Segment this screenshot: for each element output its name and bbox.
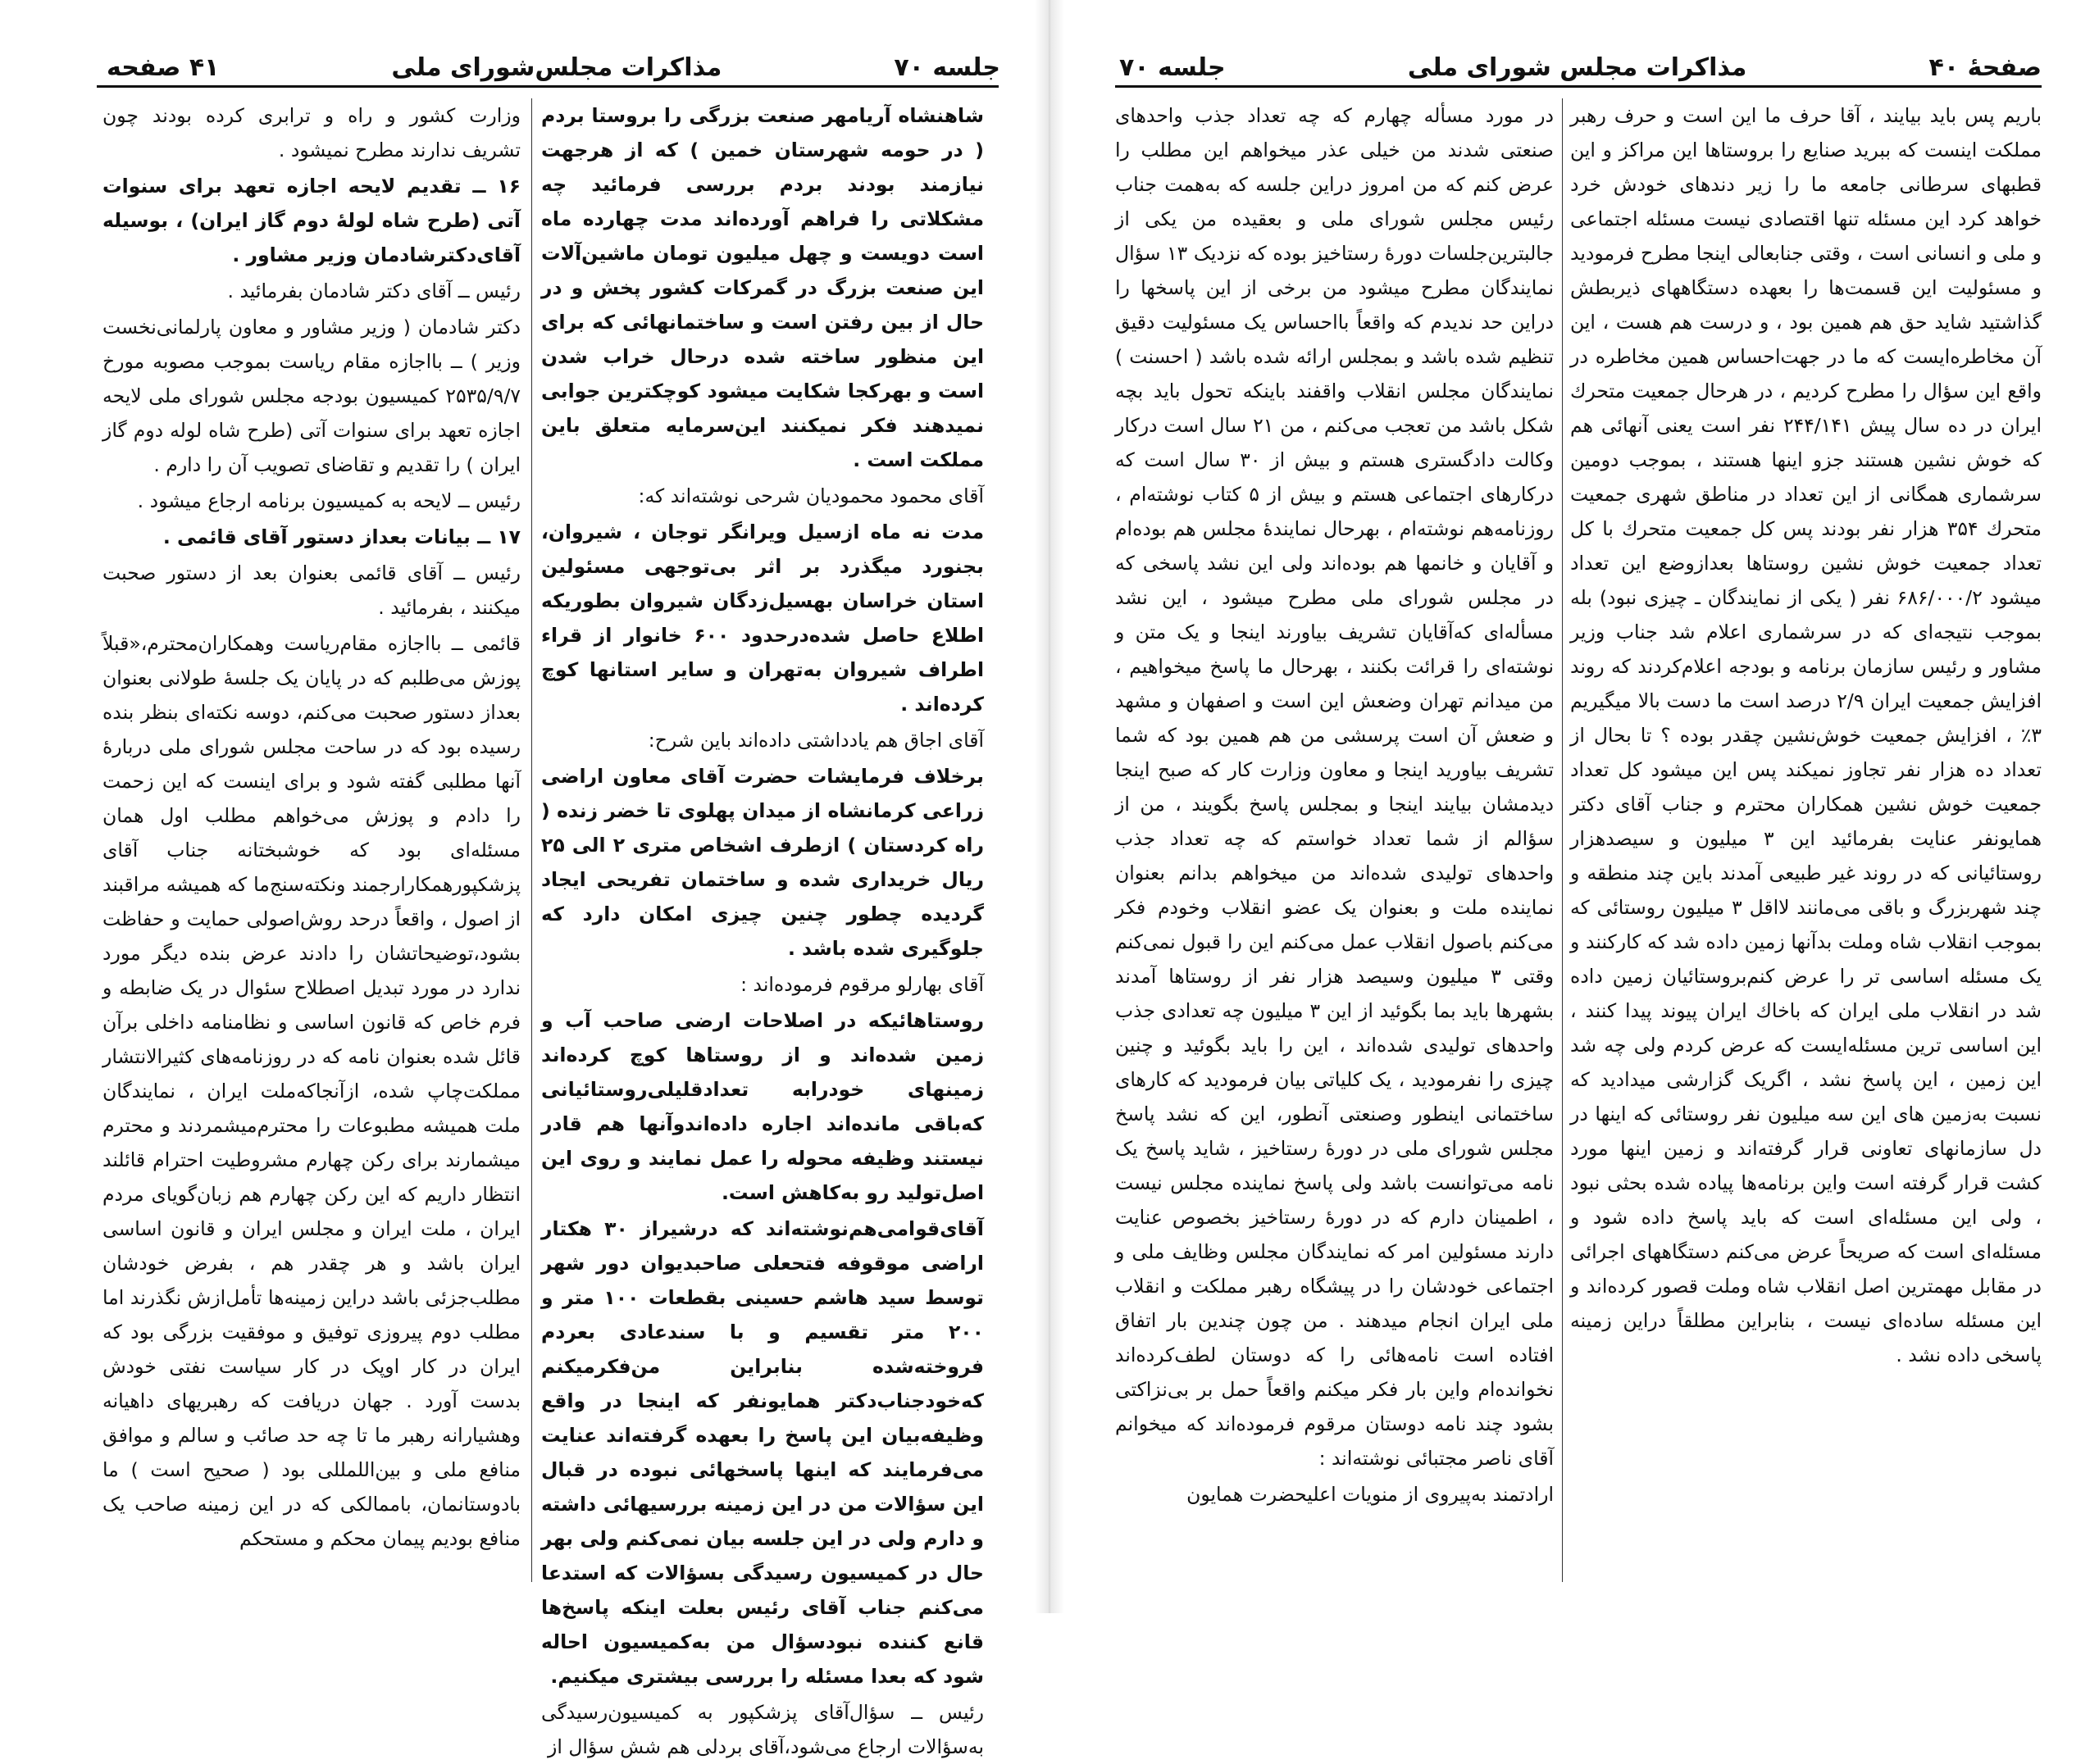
paragraph: شاهنشاه آریامهر صنعت بزرگی را بروستا بردم ( در حومه شهرستان خمین ) که از هرجهت نیازمند بودند بردم بررسی فرمائید چه مشکلاتی را فراهم آورده‌اند مدت چهارده ماه است دویست و چهل میلیون تومان ماشین‌آلات این صنعت بزرگ در گمرکات کشور پخش و در حال از بین رفتن است و ساختمانهائی که برای این منظور ساخته شده درحال خراب شدن است و بهرکجا شکایت میشود کوچکترین جوابی نمیدهند فکر نمیکنند این‌سرمایه متعلق باین مملکت است . — [541, 104, 984, 471]
paragraph: باریم پس باید بیایند ، آقا حرف ما این است و حرف رهبر مملکت اینست که ببرید صنایع را بروستاها این مراکز و این قطبهای سرطانی جامعه ما را زیر دندهای خودش خرد خواهد کرد این مسئله تنها اقتصادی نیست مسئله اجتماعی و ملی و انسانی است ، وقتی جنابعالی اینجا مطرح فرمودید و مسئولیت این قسمت‌ها را بعهده دستگاههای ذیربطش گذاشتید شاید حق هم همین بود ، و درست هم هست ، این آن مخاطره‌ایست که ما در جهت‌احساس همین مخاطره در واقع این سؤال را مطرح کردیم ، در هرحال جمعیت متحرك ایران در ده سال پیش ۲۴۴/۱۴۱ نفر است یعنی آنهائی هم که خوش نشین هستند جزو اینها هستند ، بموجب دومین سرشماری همگانی از این تعداد در مناطق شهری جمعیت متحرك ۳۵۴ هزار نفر بودند پس کل جمعیت متحرك با کل تعداد جمعیت خوش نشین روستاها بعدازوضع این تعداد میشود ۶۸۶/۰۰۰/۲ نفر ( یکی از نمایندگان ـ چیزی نبود) بله بموجب نتیجه‌ای که در سرشماری اعلام شد جناب وزیر مشاور و رئیس سازمان برنامه و بودجه اعلام‌کردند که روند افزایش جمعیت ایران ۲/۹ درصد است ما دست بالا میگیریم ۳٪ ، افزایش جمعیت خوش‌نشین چقدر بوده ؟ تا بحال از تعداد ده هزار نفر تجاوز نمیکند پس این میشود کل تعداد جمعیت خوش نشین همکاران محترم و جناب آقای دکتر همایونفر عنایت بفرمائید این ۳ میلیون و سیصدهزار روستائیانی که در روند غیر طبیعی آمدند باین چند منطقه و چند شهربزرگ و باقی می‌مانند لااقل ۳ میلیون روستائی که بموجب انقلاب شاه وملت بدآنها زمین داده شد که کارکنند و یک مسئله اساسی تر را عرض کنم‌بروستائیان زمین داده شد در انقلاب ملی ایران که باخاك ایران پیوند پیدا کنند ، این اساسی ترین مسئله‌ایست که عرض کردم ولی چه شد این زمین ، این پاسخ نشد ، اگریک گزارشی میدادید که نسبت به‌زمین های این سه میلیون نفر روستائی که اینها در دل سازمانهای تعاونی قرار گرفته‌اند و زمین اینها مورد کشت قرار گرفته است واین برنامه‌ها پیاده شده بحثی نبود ، ولی این مسئله‌ای است که باید پاسخ داده شود و مسئله‌ای است که صریحاً عرض می‌کنم دستگاههای اجرائی در مقابل مهمترین اصل انقلاب شاه وملت قصور کرده‌اند و این مسئله ساده‌ای نیست ، بنابراین مطلقاً دراین زمینه پاسخی داده نشد . — [1570, 104, 2042, 1366]
column-divider — [1562, 98, 1563, 1582]
column-divider — [531, 98, 532, 1582]
text-column-left — [102, 98, 521, 1590]
running-title: مذاکرات مجلس شورای ملی — [1407, 53, 1747, 82]
paragraph: روستاهائیکه در اصلاحات ارضی صاحب آب و زمین شده‌اند و از روستاها کوچ کرده‌اند زمینهای خودرابه تعدادقلیلی‌روستائیانی که‌باقی مانده‌اند اجاره داده‌اندوآنها هم قادر نیستند وظیفه محوله را عمل نمایند و روی این اصل‌تولید رو به‌کاهش است. — [541, 1009, 984, 1204]
header-rule — [97, 85, 999, 88]
paragraph: ۱۷ ــ بیانات بعداز دستور آقای قائمی . — [162, 525, 521, 548]
paragraph: آقای محمود محمودیان شرحی نوشته‌اند که: — [638, 484, 984, 507]
paragraph: آقای اجاق هم یادداشتی داده‌اند باین شرح: — [648, 729, 984, 752]
paragraph: قائمی ــ بااجازه مقام‌ریاست وهمکاران‌محترم،«قبلاً پوزش می‌طلبم که در پایان یک جلسهٔ طولانی بعنوان بعداز دستور صحبت می‌کنم، دوسه نکته‌ای بنظر بنده رسیده بود که در ساحت مجلس شورای ملی دربارهٔ آنها مطلبی گفته شود و برای اینست که این زحمت را دادم و پوزش می‌خواهم مطلب اول همان مسئله‌ای بود که خوشبختانه جناب آقای پزشکپورهمکارارجمند ونکته‌سنج‌ما که همیشه مراقبند از اصول ، واقعاً درحد روش‌اصولی حمایت و حفاظت بشود،توضیحاتشان را دادند عرض بنده دیگر مورد ندارد در مورد تبدیل اصطلاح سئوال در یک ضابطه و فرم خاص که قانون اساسی و نظامنامه داخلی برآن قائل شده بعنوان نامه که در روزنامه‌های کثیرالانتشار مملکت‌چاپ شده، ازآنجاکه‌ملت ایران ، نمایندگان ملت همیشه مطبوعات را محترم‌میشمردند و محترم میشمارند برای رکن چهارم مشروطیت احترام قائلند انتظار داریم که این رکن چهارم هم زبان‌گویای مردم ایران ، ملت ایران و مجلس ایران و قانون اساسی ایران باشد و هر چقدر هم ، بفرض خودشان مطلب‌جزئی باشد دراین زمینه‌ها تأمل‌ازش نگذرند اما مطلب دوم پیروزی توفیق و موفقیت بزرگی بود که ایران در کار اوپک در کار سیاست نفتی خودش بدست آورد . جهان دریافت که رهبریهای داهیانه وهشیارانه رهبر ما تا چه حد صائب و سالم و موافق منافع ملی و بین‌اللمللی بود ( صحیح است ) ما بادوستانمان، باممالکی که در این زمینه صاحب یک منافع بودیم پیمان محکم و مستحکم — [102, 632, 521, 1550]
right-page — [1050, 0, 2099, 1613]
paragraph: مدت نه ماه ازسیل ویرانگر توجان ، شیروان، بجنورد میگذرد بر اثر بی‌توجهی مسئولین استان خراسان بهسیل‌زدگان شیروان بطوریکه اطلاع حاصل شده‌درحدود ۶۰۰ خانوار از قراء اطراف شیروان به‌تهران و سایر استانها کوچ کرده‌اند . — [541, 521, 984, 716]
text-column-left — [1115, 98, 1554, 1590]
text-column-right — [541, 98, 984, 1758]
paragraph: رئیس ــ آقای دکتر شادمان بفرمائید . — [227, 280, 521, 302]
right-page-header — [1119, 41, 2042, 82]
paragraph: برخلاف فرمایشات حضرت آقای معاون اراضی زراعی کرمانشاه از میدان پهلوی تا خضر زنده ( راه کردستان ) ازطرف اشخاص متری ۲ الی ۲۵ ریال خریداری شده و ساختمان تفریحی ایجاد گردیده چطور چنین چیزی امکان دارد که جلوگیری شده باشد . — [541, 765, 984, 960]
paragraph: آقای‌قوامی‌هم‌نوشته‌اند که درشیراز ۳۰ هکتار اراضی موقوفه فتحعلی صاحبدیوان دور شهر توسط سید هاشم حسینی بقطعات ۱۰۰ متر و ۲۰۰ متر تقسیم و با سندعادی بعردم فروخته‌شده بنابراین من‌فکرمیکنم که‌خودجناب‌دکتر همایونفر که اینجا در واقع وظیفه‌بیان این پاسخ را بعهده گرفته‌اند عنایت می‌فرمایند که اینها پاسخهائی نبوده در قبال این سؤالات من در این زمینه بررسیهائی داشته و دارم ولی در این جلسه بیان نمی‌کنم ولی بهر حال در کمیسیون رسیدگی بسؤالات که استدعا می‌کنم جناب آقای رئیس بعلت اینکه پاسخ‌ها قانع کننده نبودسؤال من به‌کمیسیون احاله شود که بعدا مسئله را بررسی بیشتری میکنیم. — [541, 1217, 984, 1688]
paragraph: آقای بهارلو مرقوم فرموده‌اند : — [740, 973, 984, 996]
paragraph: رئیس ــ سؤال‌آقای پزشکپور به کمیسیون‌رسیدگی به‌سؤالات ارجاع می‌شود،آقای بردلی هم شش سؤال از — [541, 1701, 984, 1758]
paragraph: در مورد مسأله چهارم که چه تعداد جذب واحدهای صنعتی شدند من خیلی عذر میخواهم این مطلب را عرض کنم که من امروز دراین جلسه که به‌همت جناب رئیس مجلس شورای ملی و بعقیده من یکی از جالبترین‌جلسات دورهٔ رستاخیز بوده که نزدیک ۱۳ سؤال نمایندگان مطرح میشود من برخی از این پاسخها را دراین حد ندیدم که واقعاً بااحساس یک مسئولیت دقیق تنظیم شده باشد و بمجلس ارائه شده باشد ( احسنت ) نمایندگان مجلس انقلاب واقفند باینکه تحول باید بچه شکل باشد من تعجب می‌کنم ، من ۲۱ سال است درکار وکالت دادگستری هستم و بیش از ۳۰ سال است که درکارهای اجتماعی هستم و بیش از ۵ کتاب نوشته‌ام ، روزنامه‌هم نوشته‌ام ، بهرحال نمایندهٔ مجلس هم بوده‌ام و آقایان و خانمها هم بوده‌اند ولی این نشد پاسخی که در مجلس شورای ملی مطرح میشود ، این نشد مسأله‌ای که‌آقایان تشریف بیاورند اینجا و یک متن و نوشته‌ای را قرائت بکنند ، بهرحال ما پاسخ میخواهیم ، من میدانم تهران وضعش این است و اصفهان و مشهد و ضعش آن است پرسشی من هم همین بود که شما تشریف بیاورید اینجا و معاون وزارت کار که صبح اینجا دیدمشان بیایند اینجا و بمجلس پاسخ بگویند ، من از سؤالم از شما تعداد خواستم که چه تعداد جذب واحدهای تولیدی شده‌اند من میخواهم بدانم بعنوان نماینده ملت و بعنوان یک عضو انقلاب وخودم فکر می‌کنم باصول انقلاب عمل می‌کنم این را قبول نمی‌کنم وقتی ۳ میلیون وسیصد هزار نفر از روستاها آمدند بشهرها باید بما بگوئید از این ۳ میلیون چه تعدادی جذب واحدهای تولیدی شده‌اند ، این را باید بگوئید و چنین چیزی را نفرمودید ، یک کلیاتی بیان فرمودید که کارهای ساختمانی اینطور وصنعتی آنطور، این که نشد پاسخ مجلس شورای ملی در دورهٔ رستاخیز ، شاید پاسخ یک نامه می‌توانست باشد ولی پاسخ نماینده مجلس نیست ، اطمینان دارم که در دورهٔ رستاخیز بخصوص عنایت دارند مسئولین امر که نمایندگان مجلس وظایف ملی و اجتماعی خودشان را در پیشگاه رهبر مملکت و انقلاب ملی ایران انجام میدهند . من چون چندین بار اتفاق افتاده است نامه‌هائی را که دوستان لطف‌کرده‌اند نخوانده‌ام واین بار فکر میکنم واقعاً حمل بر بی‌نزاکتی بشود چند نامه دوستان مرقوم فرموده‌اند که میخوانم آقای ناصر مجتبائی نوشته‌اند : — [1115, 104, 1555, 1470]
paragraph: ارادتمند به‌پیروی از منویات اعلیحضرت همایون — [1186, 1483, 1554, 1506]
text-column-right — [1570, 98, 2042, 1590]
page-number: ۴۱ صفحه — [107, 53, 220, 82]
running-title: مذاکرات مجلس‌شورای ملی — [391, 53, 722, 82]
paragraph: ۱۶ ــ تقدیم لایحه اجازه تعهد برای سنوات آتی (طرح شاه لولهٔ دوم گاز ایران) ، بوسیله آقای‌دکترشادمان وزیر مشاور . — [102, 175, 521, 266]
paragraph: رئیس ــ آقای قائمی بعنوان بعد از دستور صحبت میکنند ، بفرمائید . — [102, 561, 521, 619]
header-rule — [1115, 85, 2042, 88]
left-page — [0, 0, 1050, 1758]
session-number: جلسه ۷۰ — [894, 53, 1000, 82]
paragraph: وزارت کشور و راه و ترابری کرده بودند چون تشریف ندارند مطرح نمیشود . — [102, 104, 521, 161]
session-number: جلسه ۷۰ — [1119, 53, 1226, 82]
page-number: صفحهٔ ۴۰ — [1928, 53, 2042, 82]
left-page-header — [107, 41, 1000, 82]
paragraph: رئیس ــ لایحه به کمیسیون برنامه ارجاع میشود . — [137, 489, 521, 512]
paragraph: دکتر شادمان ( وزیر مشاور و معاون پارلمانی‌نخست وزیر ) ــ بااجازه مقام ریاست بموجب مصوبه مورخ ۲۵۳۵/۹/۷ کمیسیون بودجه مجلس شورای ملی لایحه اجازه تعهد برای سنوات آتی (طرح شاه لوله دوم گاز ایران ) را تقدیم و تقاضای تصویب آن را دارم . — [102, 316, 521, 476]
